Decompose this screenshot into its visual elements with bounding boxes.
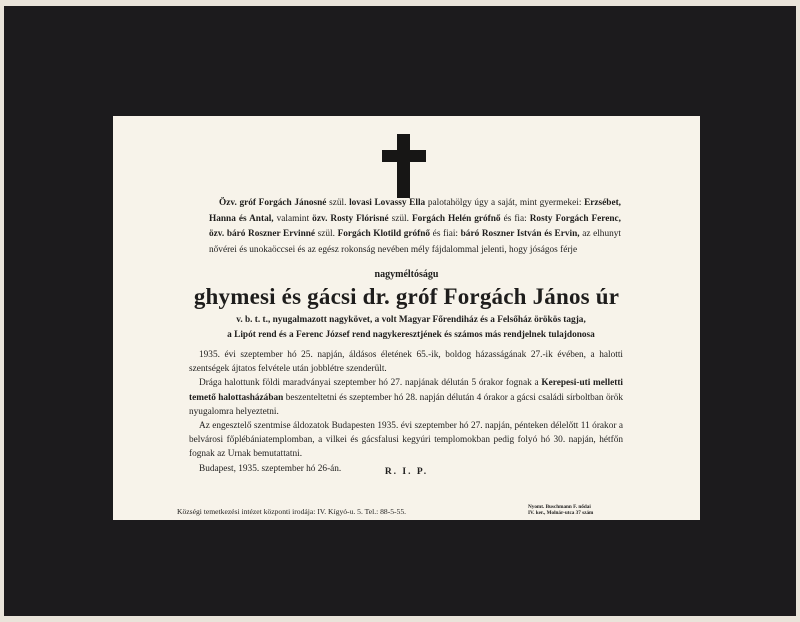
text-run: Drága halottunk földi maradványai szeptember hó 27. napjának délután 5 órakor fognak a	[199, 378, 542, 389]
cross-icon	[382, 134, 426, 198]
text-run: özv. Rosty Flórisné	[312, 213, 389, 224]
honorific: nagyméltóságu	[374, 269, 439, 280]
printer-line-1: Nyomt. Buschmann F. nődai	[528, 504, 591, 510]
printer-line-2: IV. ker., Molnár-utca 37 szám	[528, 510, 594, 517]
funeral-office-footer: Községi temetkezési intézet központi irodája: IV. Kígyó-u. 5. Tel.: 88-5-55.	[177, 507, 407, 516]
text-run: báró Roszner István és Ervin,	[460, 229, 580, 239]
text-run: Budapest, 1935. szeptember hó 26-án.	[199, 463, 342, 474]
titles-line-1: v. b. t. t., nyugalmazott nagykövet, a volt Magyar Főrendiház és a Felsőház örökös tagja,	[236, 315, 586, 325]
text-run: valamint	[273, 213, 313, 224]
text-run: Az engesztelő szentmise áldozatok Budapesten 1935. évi szeptember hó 27. napján, pénteken délelőtt 11 órakor a belvárosi főplébániatemplomban, a vilkei és gácsfalusi kegyúri templomokban pedig folyó hó 30. napján, hétfőn fognak az Urnak bemutattatni.	[189, 421, 623, 460]
deceased-titles	[195, 313, 627, 343]
announcement-body	[189, 348, 623, 476]
text-run: szül.	[315, 229, 338, 239]
paragraph-funeral	[189, 376, 623, 419]
text-run: és fia:	[500, 213, 530, 224]
text-run: és fiai:	[430, 229, 461, 239]
text-run: Erzsébet, Hanna és Antal,	[209, 198, 621, 224]
paragraph-death	[189, 348, 623, 376]
intro-paragraph	[209, 196, 621, 258]
text-run: lovasi Lovassy Ella	[349, 198, 426, 208]
mourning-card	[113, 116, 700, 520]
text-run: Rosty Forgách Ferenc, özv. báró Roszner Ervinné	[209, 213, 621, 239]
black-mat	[4, 6, 796, 616]
deceased-name: ghymesi és gácsi dr. gróf Forgách János úr	[193, 284, 620, 309]
text-run: palotahölgy úgy a saját, mint gyermekei:	[425, 198, 585, 208]
text-run: az elhunyt nővérei és unokaöccsei és az egész rokonság nevében mély fájdalommal jelenti, hogy jóságos férje	[209, 229, 621, 255]
text-run: Forgách Helén grófnő	[411, 213, 501, 224]
printer-imprint	[528, 504, 593, 516]
text-run: Kerepesi-uti melletti temető halottasházában	[189, 378, 623, 403]
paragraph-mass	[189, 419, 623, 462]
text-run: Forgách Klotild grófnő	[337, 229, 431, 239]
titles-line-2: a Lipót rend és a Ferenc József rend nagykeresztjének és számos más rendjelnek tulajdonosa	[227, 330, 595, 340]
text-run: szül.	[388, 213, 412, 224]
text-run: Özv. gróf Forgách Jánosné	[219, 198, 327, 208]
text-run: szül.	[326, 198, 350, 208]
text-run: 1935. évi szeptember hó 25. napján, áldásos életének 65.-ik, boldog házasságának 27.-ik évében, a halotti szentségek ájtatos felvétele után jobblétre szenderült.	[189, 350, 623, 375]
text-run: beszenteltetni és szeptember hó 28. napján délután 4 órakor a gácsi családi sírboltban örök nyugalomra helyeztetni.	[189, 392, 623, 417]
rip-text: R. I. P.	[384, 467, 429, 477]
